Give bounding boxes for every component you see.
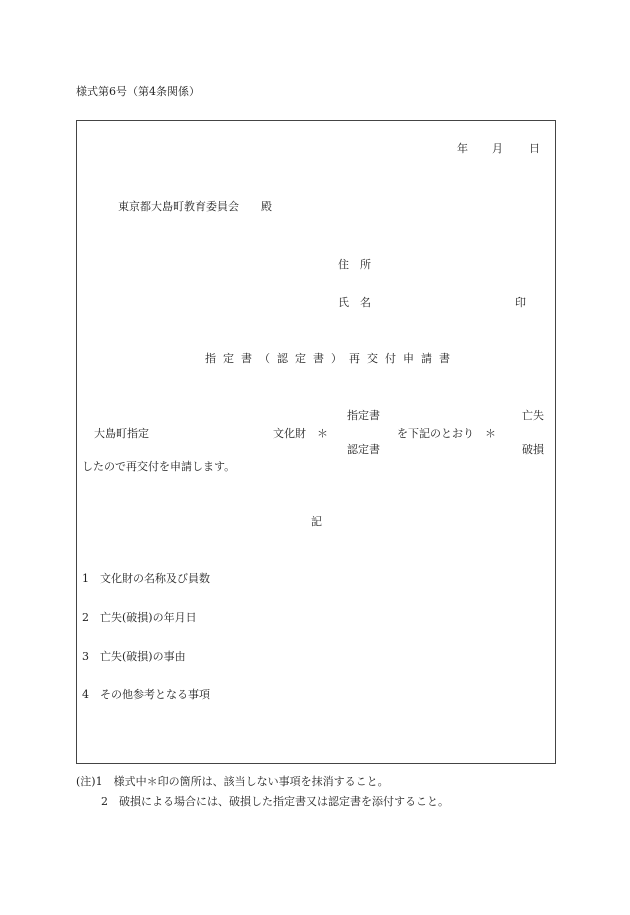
- note-2: 2 破損による場合には、破損した指定書又は認定書を添付すること。: [101, 795, 449, 808]
- body-suffix: したので再交付を申請します。: [82, 460, 236, 473]
- item-2: 2 亡失(破損)の年月日: [82, 611, 197, 624]
- ki-heading: 記: [311, 515, 322, 528]
- form-frame: [76, 120, 556, 764]
- form-number: 様式第6号（第4条関係）: [76, 85, 200, 98]
- name-label: 氏 名: [338, 296, 371, 309]
- document-title: 指定書（認定書）再交付申請書: [205, 352, 457, 365]
- body-middle: を下記のとおり ＊: [397, 427, 496, 440]
- body-object: 文化財 ＊: [273, 427, 328, 440]
- reason-option-lost: 亡失: [522, 409, 544, 422]
- address-label: 住 所: [338, 258, 371, 271]
- item-1: 1 文化財の名称及び員数: [82, 572, 210, 585]
- item-4: 4 その他参考となる事項: [82, 688, 210, 701]
- date-year-label: 年: [457, 142, 468, 155]
- item-3: 3 亡失(破損)の事由: [82, 650, 186, 663]
- reason-option-damaged: 破損: [522, 443, 544, 456]
- doc-option-designation: 指定書: [347, 409, 380, 422]
- body-prefix: 大島町指定: [94, 427, 149, 440]
- note-1: (注)1 様式中＊印の箇所は、該当しない事項を抹消すること。: [76, 775, 389, 788]
- date-day-label: 日: [529, 142, 540, 155]
- date-month-label: 月: [492, 142, 503, 155]
- addressee: 東京都大島町教育委員会 殿: [118, 200, 272, 213]
- seal-mark: 印: [515, 296, 526, 309]
- doc-option-certification: 認定書: [347, 443, 380, 456]
